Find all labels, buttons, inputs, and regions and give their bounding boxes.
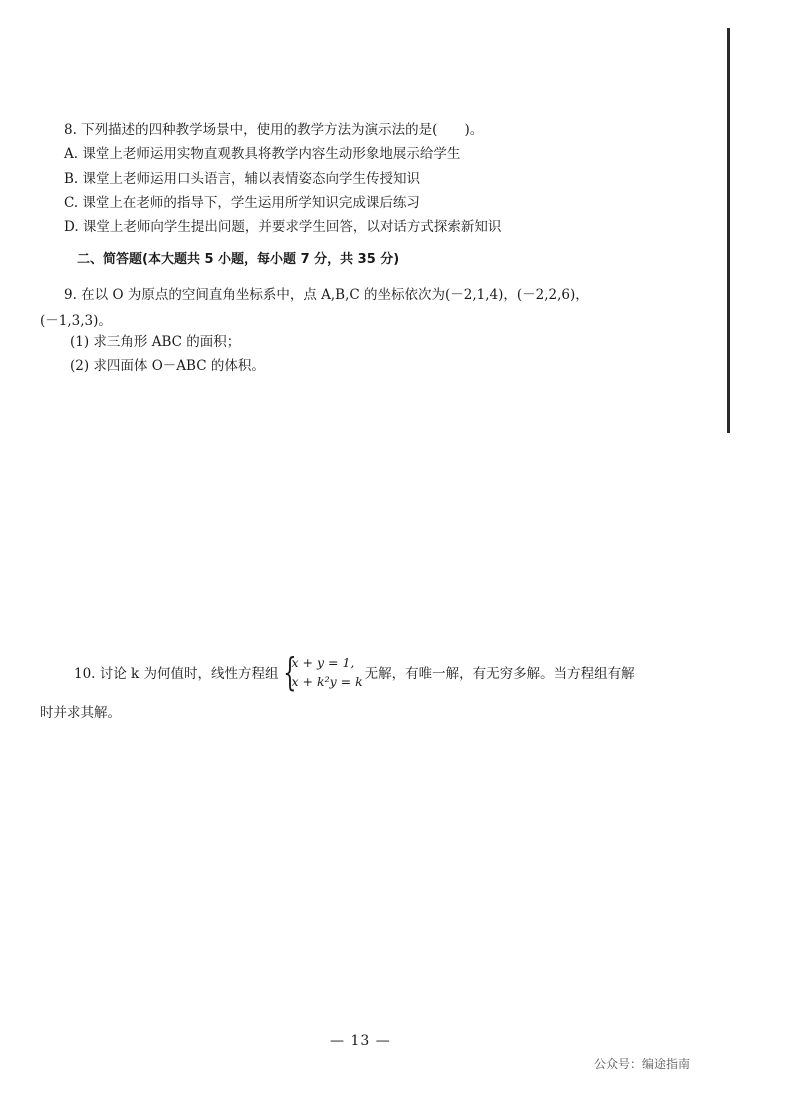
question-10-prefix: 10. 讨论 k 为何值时，线性方程组 xyxy=(74,666,279,682)
question-10-stem xyxy=(74,652,635,692)
section-heading: 二、简答题(本大题共 5 小题，每小题 7 分，共 35 分) xyxy=(77,252,400,267)
question-9-stem-line-1: 9. 在以 O 为原点的空间直角坐标系中，点 A,B,C 的坐标依次为(－2,1,4)，(－2,2,6)， xyxy=(64,287,589,303)
question-9-subquestion-2: (2) 求四面体 O－ABC 的体积。 xyxy=(70,358,265,374)
question-8-option-a: A. 课堂上老师运用实物直观教具将教学内容生动形象地展示给学生 xyxy=(64,146,461,162)
question-8-option-d: D. 课堂上老师向学生提出问题，并要求学生回答，以对话方式探索新知识 xyxy=(64,219,502,235)
question-9-stem-line-2: (－1,3,3)。 xyxy=(40,313,112,329)
question-8-stem: 8. 下列描述的四种教学场景中，使用的教学方法为演示法的是( )。 xyxy=(64,122,484,138)
question-9-subquestion-1: (1) 求三角形 ABC 的面积； xyxy=(70,334,241,350)
question-8-option-c: C. 课堂上在老师的指导下，学生运用所学知识完成课后练习 xyxy=(64,195,420,211)
equation-2: x + k²y = k xyxy=(291,674,363,689)
question-10-continuation: 时并求其解。 xyxy=(40,705,121,721)
equation-system xyxy=(292,653,363,691)
question-8-option-b: B. 课堂上老师运用口头语言，辅以表情姿态向学生传授知识 xyxy=(64,171,421,187)
page-number: — 13 — xyxy=(330,1033,391,1049)
scan-edge-bar xyxy=(727,28,730,433)
left-brace-icon: { xyxy=(282,650,297,694)
equation-1: x + y = 1, xyxy=(291,655,355,670)
question-10-suffix: 无解，有唯一解，有无穷多解。当方程组有解 xyxy=(364,666,635,682)
watermark-text: 公众号：编途指南 xyxy=(594,1057,691,1071)
